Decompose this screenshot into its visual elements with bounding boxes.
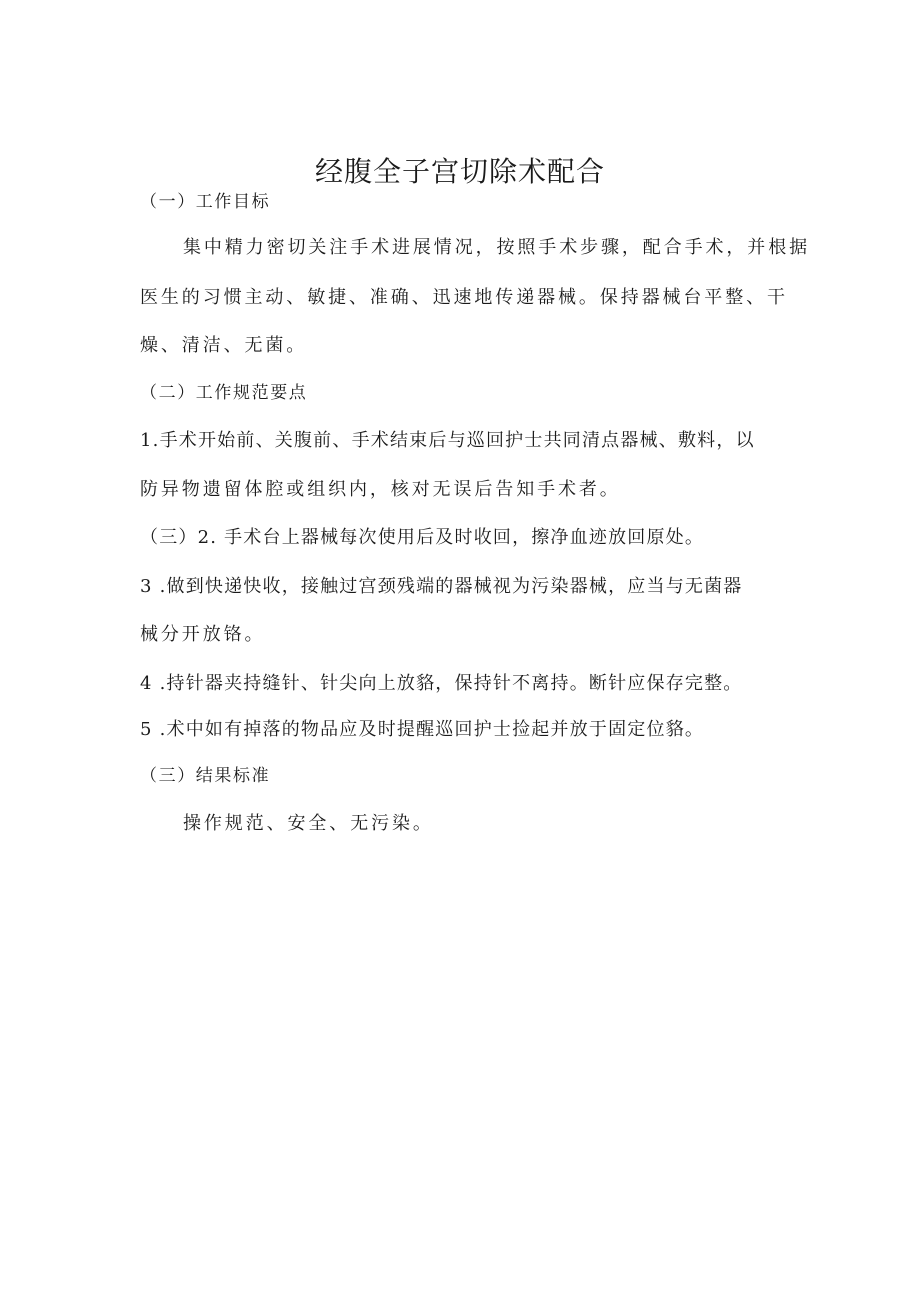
paragraph-line: 医生的习惯主动、敏捷、准确、迅速地传递器械。保持器械台平整、干 [140,287,788,308]
paragraph-line: 4 .持针器夹持缝针、针尖向上放貉，保持针不离持。断针应保存完整。 [140,673,743,694]
paragraph-line: 5 .术中如有掉落的物品应及时提醒巡回护士捡起并放于固定位貉。 [140,719,705,740]
paragraph-line: 集中精力密切关注手术进展情况，按照手术步骤，配合手术，并根据 [183,237,810,258]
section-heading-result-standard: （三）结果标准 [140,766,271,786]
paragraph-line: 3 .做到快递快收，接触过宫颈残端的器械视为污染器械，应当与无菌器 [140,576,743,597]
paragraph-line: 操作规范、安全、无污染。 [183,813,434,834]
document-title: 经腹全子宫切除术配合 [314,154,605,188]
paragraph-line: 防异物遗留体腔或组织内，核对无误后告知手术者。 [140,479,621,500]
section-heading-key-points: （二）工作规范要点 [140,383,308,403]
paragraph-line: 燥、清洁、无菌。 [140,335,308,356]
paragraph-line: 1.手术开始前、关腹前、手术结束后与巡回护士共同清点器械、敷料，以 [140,430,755,451]
paragraph-line: （三）2. 手术台上器械每次使用后及时收回，擦净血迹放回原处。 [140,527,705,548]
section-heading-goals: （一）工作目标 [140,192,271,212]
paragraph-line: 械分开放铬。 [140,624,266,645]
